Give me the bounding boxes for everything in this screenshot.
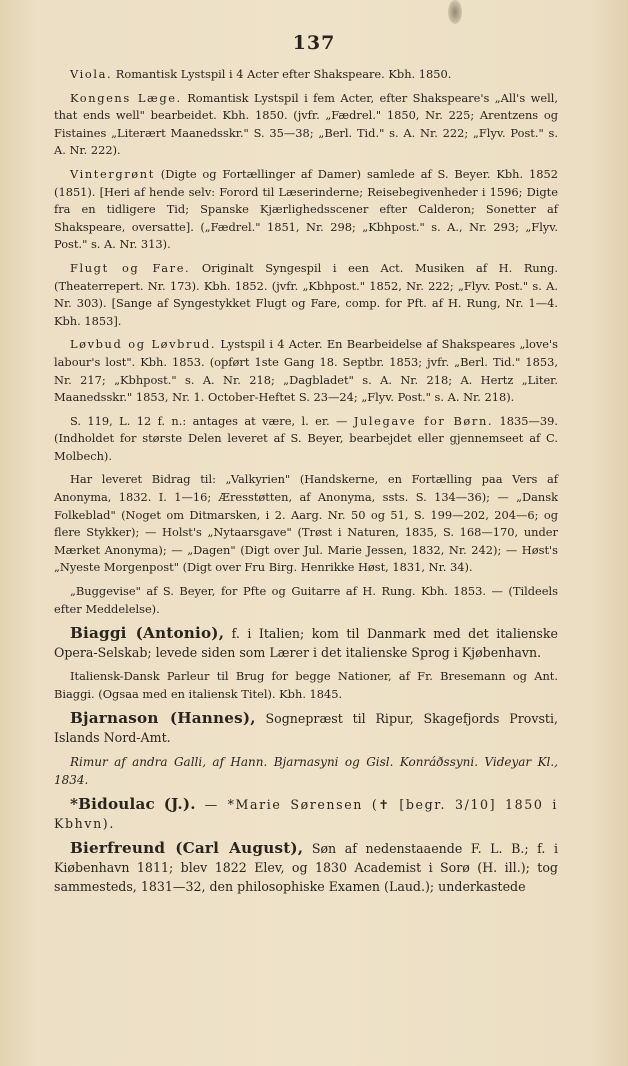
author-heading: Biaggi (Antonio), [70,624,225,643]
entry-title: Løvbud og Løvbrud. [70,337,217,352]
entry-lovbrud [54,336,558,406]
rimur-text: Rimur af andra Galli, af Hann. Bjarnasyni og Gisl. Konráðssyni. Videyar Kl., 1834. [54,755,558,788]
author-heading: *Bidoulac (J.). [70,795,196,814]
entry-bjarnason [54,709,558,747]
entry-text: (Digte og Fortællinger af Damer) samlede af S. Beyer. Kbh. 1852 (1851). [Heri af hende selv: Forord til Læserinderne; Reisebegivenheder i 1596; Digte fra en tidligere Tid; Spanske Kjærlighedsscener efter Calderon; Sonetter af Shakspeare, oversatte]. („Fædrel." 1851, Nr. 298; „Kbhpost." s. A., Nr. 293; „Flyv. Post." s. A. Nr. 313). [54,166,558,252]
entry-biaggi [54,624,558,662]
entry-vintergroent [54,166,558,254]
parleur-paragraph: Italiensk-Dansk Parleur til Brug for begge Nationer, af Fr. Bresemann og Ant. Biaggi. (Ogsaa med en italiensk Titel). Kbh. 1845. [54,669,558,701]
author-heading: Bjarnason (Hannes), [70,709,256,728]
entry-julegave [54,413,558,466]
ink-blot [448,0,462,24]
entry-text: Lystspil i 4 Acter. En Bearbeidelse af Shakspeares „love's labour's lost". Kbh. 1853. (opført 1ste Gang 18. Septbr. 1853; jvfr. „Berl. Tid." 1853, Nr. 217; „Kbhpost." s. A. Nr. 218; „Dagbladet" s. A. Nr. 218; A. Hertz „Liter. Maanedsskr." 1853, Nr. 1. October-Heftet S. 23—24; „Flyv. Post." s. A. Nr. 218). [54,337,558,405]
entry-viola [54,66,558,84]
entry-text: Romantisk Lystspil i 4 Acter efter Shakspeare. Kbh. 1850. [112,67,452,81]
entry-flugt-og-fare [54,260,558,330]
entry-text: 1835—39. (Indholdet for største Delen leveret af S. Beyer, bearbejdet eller gjennemseet af C. Molbech). [54,413,558,463]
entry-bidoulac [54,795,558,833]
author-bio: Sognepræst til Ripur, Skagefjords Provsti, Islands Nord-Amt. [54,711,559,746]
entry-bierfreund [54,839,558,896]
rimur-paragraph [54,753,558,789]
author-heading: Bierfreund (Carl August), [70,839,304,858]
author-bio: f. i Italien; kom til Danmark med det italienske Opera-Selskab; levede siden som Lærer i det italienske Sprog i Kjøbenhavn. [54,626,558,661]
entry-title: Kongens Læge. [70,90,182,105]
buggevise-paragraph: „Buggevise" af S. Beyer, for Pfte og Guitarre af H. Rung. Kbh. 1853. — (Tildeels efter Meddelelse). [54,584,558,616]
entry-title: Flugt og Fare. [70,260,191,275]
entry-kongens-laege [54,90,558,160]
entry-title: Vintergrønt [70,166,155,181]
erratum-note: S. 119, L. 12 f. n.: antages at være, l. er. — [70,413,354,428]
page-text [54,66,558,902]
author-bio: Søn af nedenstaaende F. L. B.; f. i Kiøbenhavn 1811; blev 1822 Elev, og 1830 Academist i Sorø (H. ill.); tog sammesteds, 1831—32, den philosophiske Examen (Laud.); underkastede [54,841,558,895]
page-number: 137 [292,32,336,54]
author-work: — *Marie Sørensen (✝ [begr. 3/10] 1850 i Kbhvn). [54,797,559,832]
entry-text: Romantisk Lystspil i fem Acter, efter Shakspeare's „All's well, that ends well" bearbeidet. Kbh. 1850. (jvfr. „Fædrel." 1850, Nr. 225; Arentzens og Fistaines „Literært Maanedsskr." S. 35—38; „Berl. Tid." s. A. Nr. 222; „Flyv. Post." s. A. Nr. 222). [54,90,558,158]
entry-title: Viola. [70,67,113,81]
contributions-paragraph: Har leveret Bidrag til: „Valkyrien" (Handskerne, en Fortælling paa Vers af Anonyma, 1832. I. 1—16; Æresstøtten, af Anonyma, ssts. S. 134—36); — „Dansk Folkeblad" (Noget om Ditmarsken, i 2. Aarg. Nr. 50 og 51, S. 199—202, 204—6; og flere Stykker); — Holst's „Nytaarsgave" (Trøst i Naturen, 1835, S. 168—170, under Mærket Anonyma); — „Dagen" (Digt over Jul. Marie Jessen, 1832, Nr. 242); — Høst's „Nyeste Morgenpost" (Digt over Fru Birg. Henrikke Høst, 1831, Nr. 34). [54,472,558,575]
entry-text: Originalt Syngespil i een Act. Musiken af H. Rung. (Theaterrepert. Nr. 173). Kbh. 1852. (jvfr. „Kbhpost." 1852, Nr. 222; „Flyv. Post." s. A. Nr. 303). [Sange af Syngestykket Flugt og Fare, comp. for Pft. af H. Rung, Nr. 1—4. Kbh. 1853]. [54,260,558,328]
entry-title: Julegave for Børn. [353,413,494,428]
